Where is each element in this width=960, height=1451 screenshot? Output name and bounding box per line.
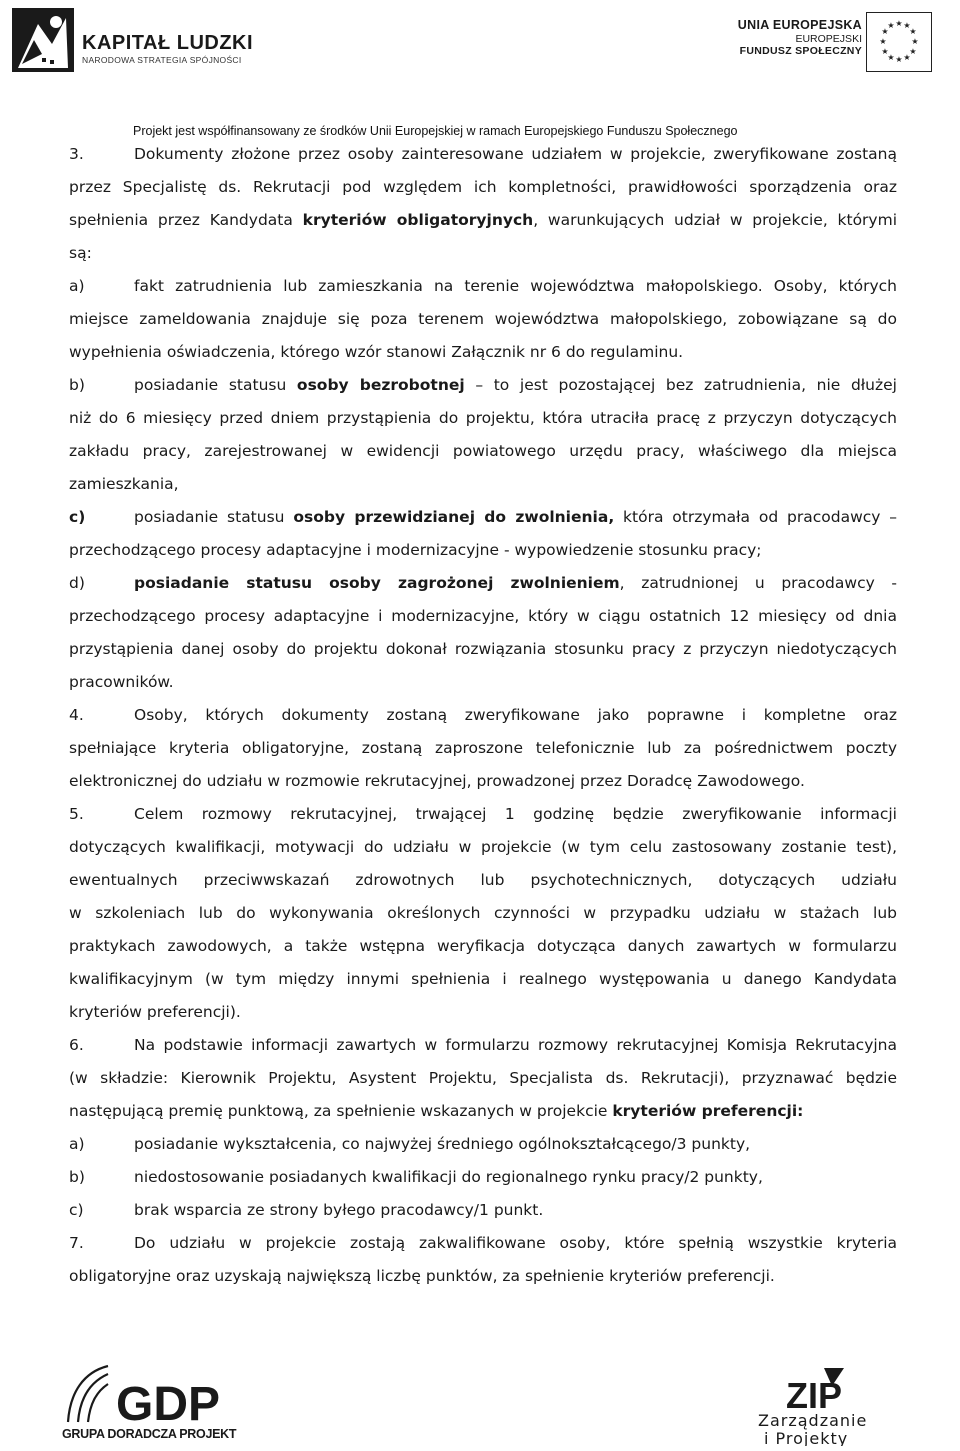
eu-logo-text [738, 18, 862, 57]
svg-text:★: ★ [909, 47, 917, 56]
text-line: d) posiadanie statusu osoby zagrożonej zwolnieniem, zatrudnionej u pracodawcy - [69, 567, 897, 600]
kapital-ludzki-title: KAPITAŁ LUDZKI [82, 32, 254, 54]
item-number: 7. [69, 1234, 84, 1252]
text-line: pracowników. [69, 673, 174, 691]
kapital-ludzki-logo-icon [8, 4, 78, 76]
page-header [0, 0, 960, 80]
svg-text:★: ★ [903, 21, 911, 30]
text-line: (w składzie: Kierownik Projektu, Asystent Projektu, Specjalista ds. Rekrutacji), przyznawać będzie [69, 1069, 897, 1087]
text-line: 4. Osoby, których dokumenty zostaną zweryfikowane jako poprawne i kompletne oraz [69, 699, 897, 732]
text-line: przechodzącego procesy adaptacyjne i modernizacyjne, który w ciągu ostatnich 12 miesięcy od dnia [69, 607, 897, 625]
item-letter: d) [69, 574, 85, 592]
item-letter: c) [69, 508, 86, 526]
eu-flag-icon [866, 12, 932, 72]
text-line: 7. Do udziału w projekcie zostają zakwalifikowane osoby, które spełnią wszystkie kryteria [69, 1227, 897, 1260]
text-line: są: [69, 244, 92, 262]
zip-logo-line2: i Projekty [764, 1429, 849, 1446]
svg-text:★: ★ [895, 19, 903, 28]
item-number: 4. [69, 706, 84, 724]
item-letter: c) [69, 1201, 84, 1219]
bold-term: osoby bezrobotnej [296, 376, 465, 394]
svg-text:★: ★ [879, 37, 887, 46]
text-line: c) brak wsparcia ze strony byłego pracodawcy/1 punkt. [69, 1194, 897, 1227]
bold-term: kryteriów obligatoryjnych [302, 211, 534, 229]
text-line: zamieszkania, [69, 475, 179, 493]
eu-line2: EUROPEJSKI [795, 33, 862, 45]
svg-text:★: ★ [909, 27, 917, 36]
text-line: niż do 6 miesięcy przed dniem przystąpienia do projektu, która utraciła pracę z przyczyn dotyczących [69, 409, 897, 427]
eu-line3: FUNDUSZ SPOŁECZNY [739, 45, 862, 57]
text-line: b) niedostosowanie posiadanych kwalifikacji do regionalnego rynku pracy/2 punkty, [69, 1161, 897, 1194]
item-letter: b) [69, 376, 85, 394]
document-body [69, 138, 897, 1293]
text-line: b) posiadanie statusu osoby bezrobotnej – to jest pozostającej bez zatrudnienia, nie dłużej [69, 369, 897, 402]
bold-term: osoby przewidzianej do zwolnienia, [293, 508, 615, 526]
item-letter: a) [69, 1135, 85, 1153]
text-line: 3. Dokumenty złożone przez osoby zainteresowane udziałem w projekcie, zweryfikowane zostaną [69, 138, 897, 171]
text-line: obligatoryjne oraz uzyskają największą liczbę punktów, za spełnienie kryteriów preferencji. [69, 1267, 775, 1285]
item-number: 6. [69, 1036, 84, 1054]
text-line: kwalifikacyjnym (w tym między innymi spełnienia i realnego występowania u danego Kandydata [69, 970, 897, 988]
item-letter: b) [69, 1168, 85, 1186]
text-line: ewentualnych przeciwwskazań zdrowotnych lub psychotechnicznych, dotyczących udziału [69, 871, 897, 889]
text-line: w szkoleniach lub do wykonywania określonych czynności w przypadku udziału w stażach lub [69, 904, 897, 922]
kapital-ludzki-subtitle: NARODOWA STRATEGIA SPÓJNOŚCI [82, 55, 242, 65]
gdp-logo [62, 1362, 252, 1440]
text-line: dotyczących kwalifikacji, motywacji do udziału w projekcie (w tym celu zastosowany zostanie test), [69, 838, 897, 856]
svg-text:★: ★ [881, 27, 889, 36]
zip-logo-mark: ZIP [786, 1375, 843, 1416]
zip-logo [752, 1364, 912, 1446]
item-number: 3. [69, 145, 84, 163]
svg-text:★: ★ [881, 47, 889, 56]
svg-text:★: ★ [895, 55, 903, 64]
gdp-logo-mark: GDP [116, 1378, 221, 1431]
text-line: 6. Na podstawie informacji zawartych w formularzu rozmowy rekrutacyjnej Komisja Rekrutacyjna [69, 1029, 897, 1062]
text-line: następującą premię punktową, za spełnienie wskazanych w projekcie kryteriów preferencji: [69, 1102, 804, 1120]
text-line: praktykach zawodowych, a także wstępna weryfikacja dotycząca danych zawartych w formularzu [69, 937, 897, 955]
bold-term: posiadanie statusu osoby zagrożonej zwolnieniem [134, 574, 620, 592]
funding-note: Projekt jest współfinansowany ze środków Unii Europejskiej w ramach Europejskiego Funduszu Społecznego [133, 124, 738, 138]
text-line: spełniające kryteria obligatoryjne, zostaną zaproszone telefonicznie lub za pośrednictwem poczty [69, 739, 897, 757]
text-line: 5. Celem rozmowy rekrutacyjnej, trwającej 1 godzinę będzie zweryfikowanie informacji [69, 798, 897, 831]
svg-text:★: ★ [903, 53, 911, 62]
zip-logo-line1: Zarządzanie [758, 1411, 868, 1430]
text-line: kryteriów preferencji). [69, 1003, 241, 1021]
text-line: miejsce zameldowania znajduje się poza terenem województwa małopolskiego, zobowiązane są do [69, 310, 897, 328]
text-line: spełnienia przez Kandydata kryteriów obligatoryjnych, warunkujących udział w projekcie, którymi [69, 211, 897, 229]
svg-text:★: ★ [887, 21, 895, 30]
svg-text:★: ★ [887, 53, 895, 62]
item-number: 5. [69, 805, 84, 823]
eu-line1: UNIA EUROPEJSKA [737, 18, 862, 32]
text-line: zakładu pracy, zarejestrowanej w ewidencji powiatowego urzędu pracy, właściwego dla miejsca [69, 442, 897, 460]
text-line: a) posiadanie wykształcenia, co najwyżej średniego ogólnokształcącego/3 punkty, [69, 1128, 897, 1161]
svg-text:★: ★ [911, 37, 919, 46]
gdp-logo-caption: GRUPA DORADCZA PROJEKT [62, 1427, 237, 1440]
text-line: a) fakt zatrudnienia lub zamieszkania na terenie województwa małopolskiego. Osoby, których [69, 270, 897, 303]
text-line: przechodzącego procesy adaptacyjne i modernizacyjne - wypowiedzenie stosunku pracy; [69, 541, 762, 559]
text-line: c) posiadanie statusu osoby przewidzianej do zwolnienia, która otrzymała od pracodawcy – [69, 501, 897, 534]
text-line: przystąpienia danej osoby do projektu dokonał rozwiązania stosunku pracy z przyczyn niedotyczących [69, 640, 897, 658]
text-line: przez Specjalistę ds. Rekrutacji pod względem ich kompletności, prawidłowości sporządzenia oraz [69, 178, 897, 196]
bold-term: kryteriów preferencji: [612, 1102, 804, 1120]
item-letter: a) [69, 277, 85, 295]
text-line: elektronicznej do udziału w rozmowie rekrutacyjnej, prowadzonej przez Doradcę Zawodowego. [69, 772, 805, 790]
text-line: wypełnienia oświadczenia, którego wzór stanowi Załącznik nr 6 do regulaminu. [69, 343, 684, 361]
